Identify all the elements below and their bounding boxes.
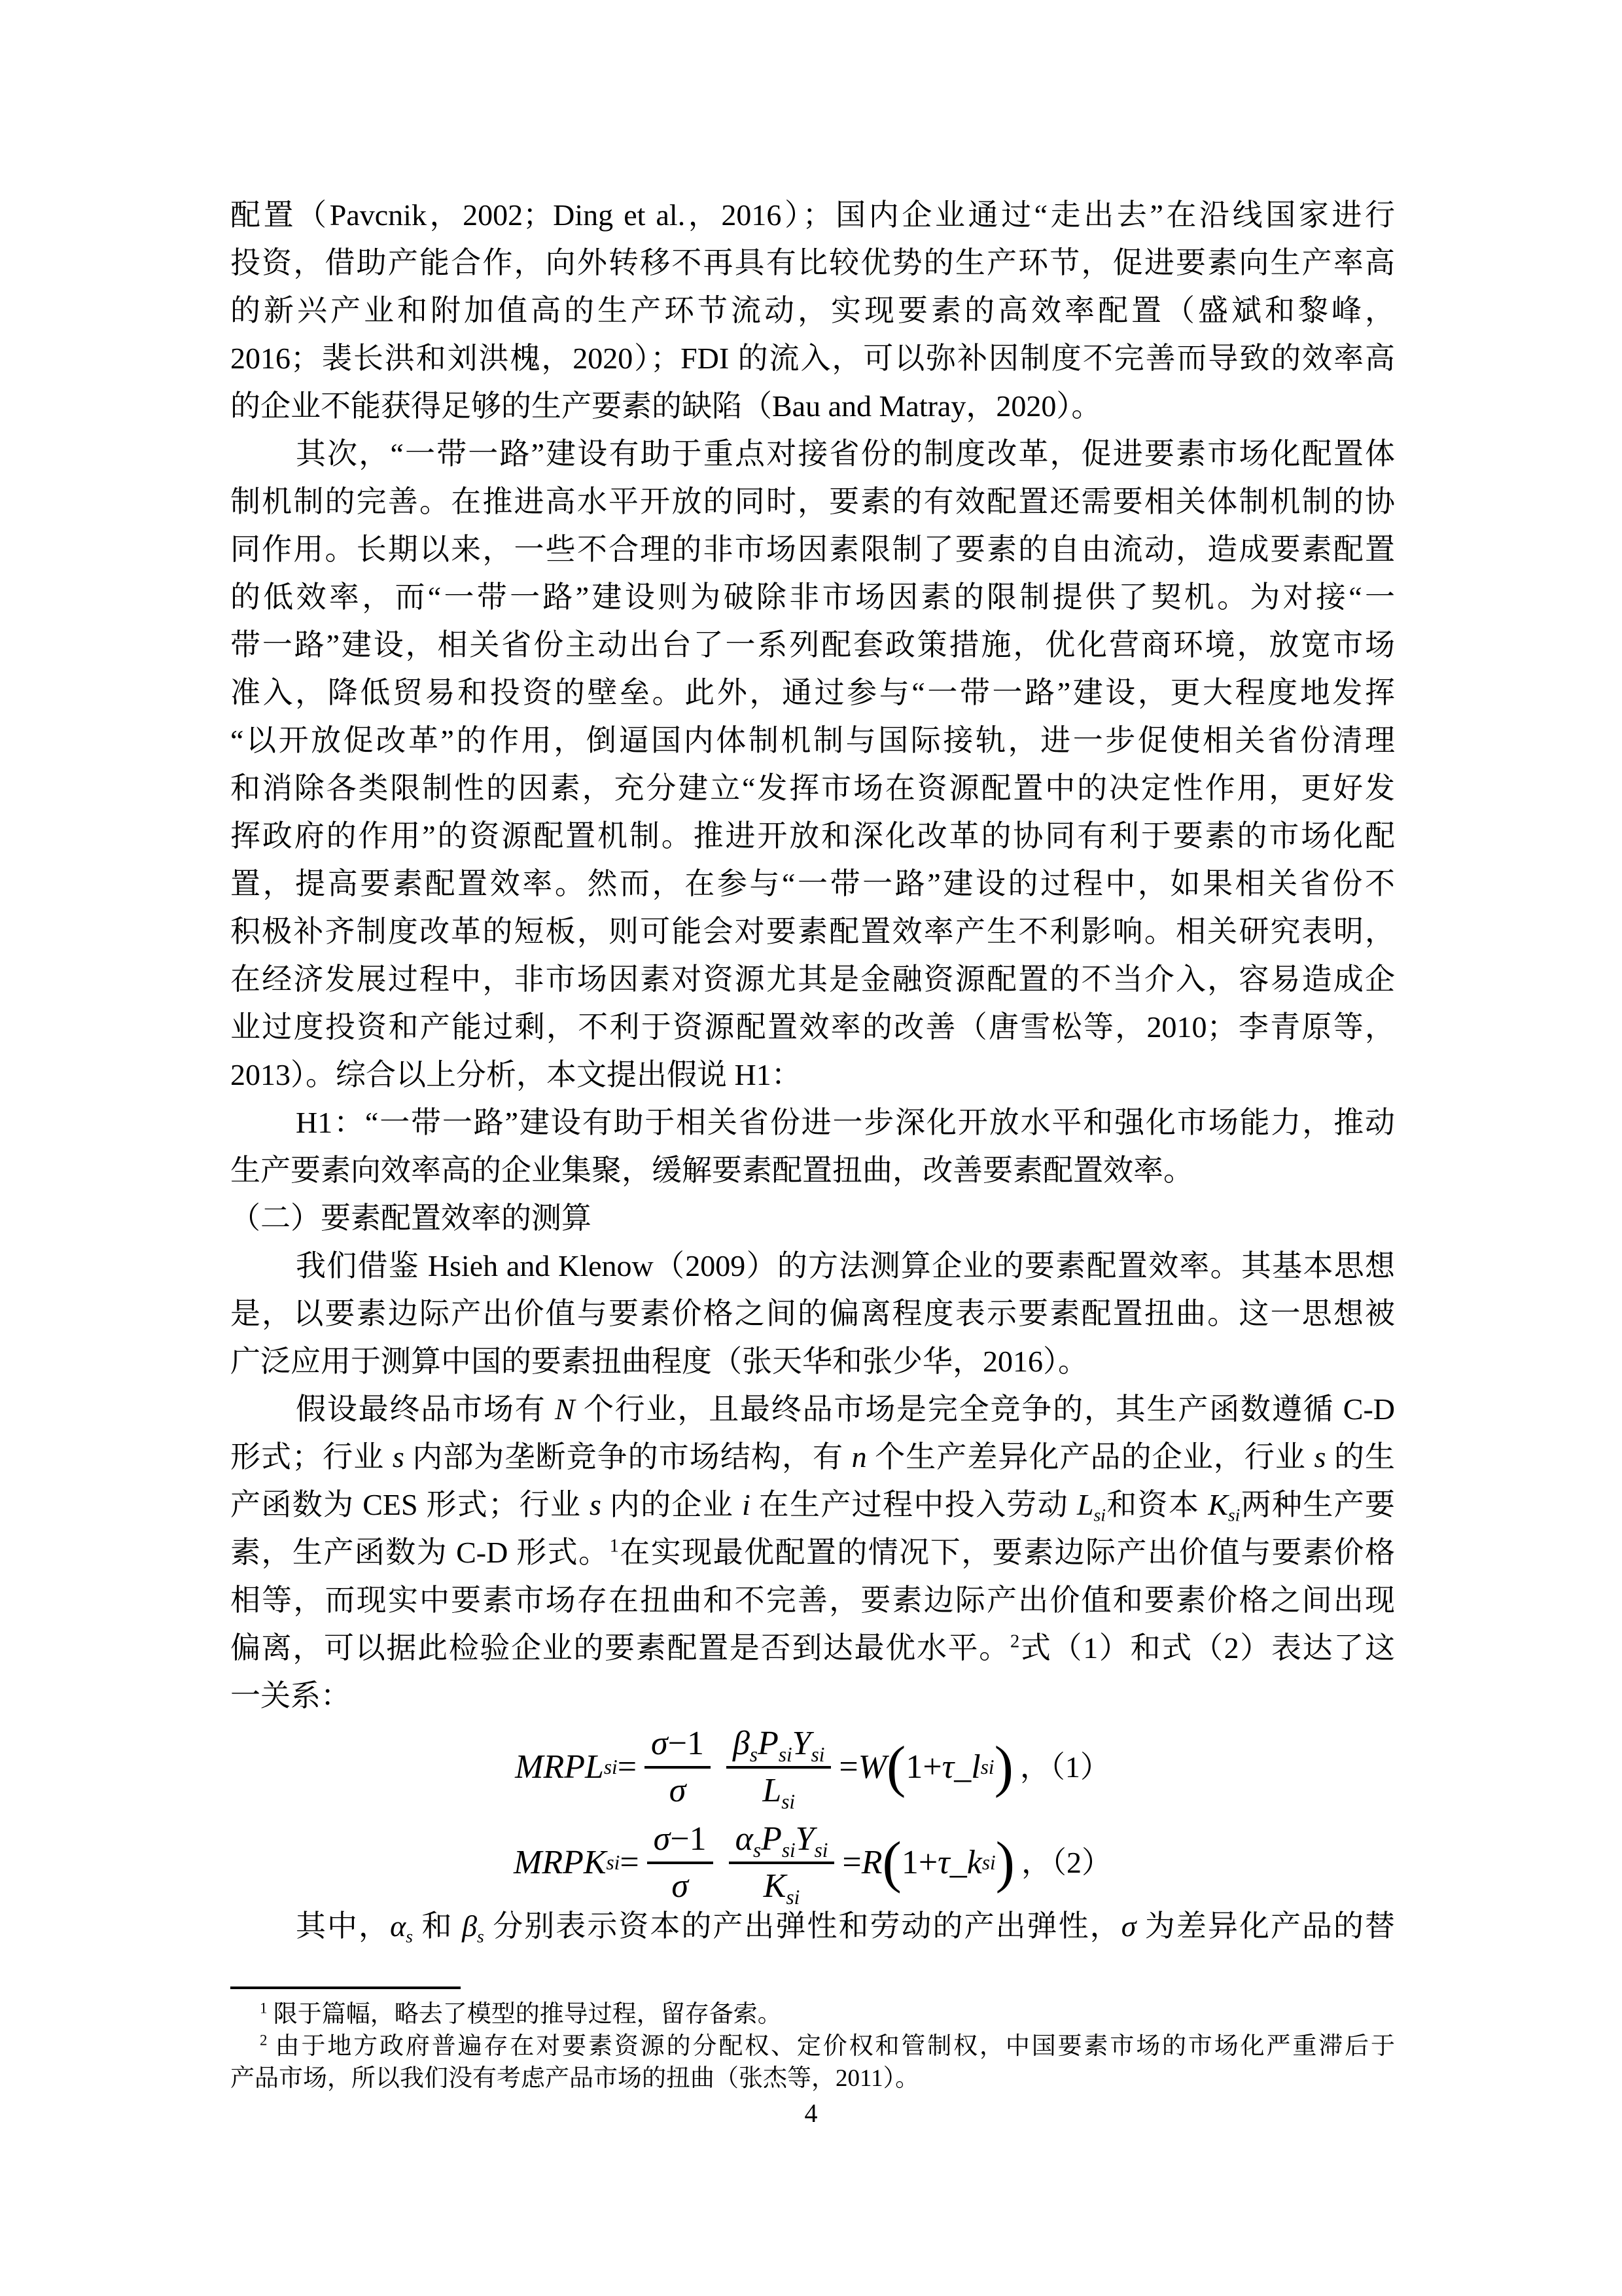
text-run: 的低效率，而“一带一路”建设则为破除非市场因素的限制提供了契机。为对接“一 xyxy=(230,580,1395,614)
text-line xyxy=(230,334,1395,382)
text-run: 置，提高要素配置效率。然而，在参与“一带一路”建设的过程中，如果相关省份不 xyxy=(230,867,1395,900)
text-run: σ xyxy=(1121,1909,1137,1943)
footnote-reference: 2 xyxy=(1010,1631,1020,1652)
text-run: ) xyxy=(995,1831,1015,1895)
text-run: L xyxy=(1076,1488,1094,1521)
equation-2: MRPK si = $\frac{\sigma-1}{\sigma}$ $\frac{\alpha_sP_{si}Y_{si}}{K_{si}}$ = R ( 1+ τ _ k si ) ，（2） xyxy=(514,1820,1112,1909)
text-run: 积极补齐制度改革的短板，则可能会对要素配置效率产生不利影响。相关研究表明， xyxy=(230,915,1395,948)
text-run: _ xyxy=(954,1748,972,1786)
text-run: L xyxy=(762,1772,782,1809)
text-run: 个生产差异化产品的企业，行业 xyxy=(866,1440,1314,1474)
text-run: k xyxy=(966,1844,982,1882)
text-run: “以开放促改革”的作用，倒逼国内体制机制与国际接轨，进一步促使相关省份清理 xyxy=(230,724,1395,757)
text-run: ( xyxy=(887,1735,906,1799)
text-run: 在经济发展过程中，非市场因素对资源尤其是金融资源配置的不当介入，容易造成企 xyxy=(230,963,1395,996)
text-run: 在实现最优配置的情况下，要素边际产出价值与要素价格 xyxy=(618,1536,1395,1569)
text-run: 1+ xyxy=(906,1748,942,1786)
text-line xyxy=(230,1624,1395,1672)
text-line xyxy=(230,1998,1395,2030)
text-line xyxy=(230,955,1395,1003)
text-run: MRPK xyxy=(514,1844,607,1882)
text-run: 和资本 xyxy=(1105,1488,1208,1521)
text-run: si xyxy=(781,1839,796,1862)
text-line xyxy=(230,1337,1395,1385)
text-line xyxy=(230,525,1395,573)
fraction xyxy=(647,1820,713,1906)
text-line xyxy=(230,191,1395,239)
text-run: s xyxy=(1314,1440,1326,1474)
text-run: 业过度投资和产能过剩，不利于资源配置效率的改善（唐雪松等，2010；李青原等， xyxy=(230,1010,1395,1044)
text-line xyxy=(230,812,1395,860)
text-run: σ xyxy=(669,1772,686,1809)
text-run: 分别表示资本的产出弹性和劳动的产出弹性， xyxy=(484,1909,1121,1943)
text-run: σ xyxy=(651,1725,668,1763)
text-line xyxy=(230,1194,1395,1242)
text-run: 限于篇幅，略去了模型的推导过程，留存备索。 xyxy=(267,2001,782,2028)
text-run: 由于地方政府普遍存在对要素资源的分配权、定价权和管制权，中国要素市场的市场化严重滞后于 xyxy=(267,2033,1395,2060)
text-run: 素，生产函数为 C-D 形式。 xyxy=(230,1536,610,1569)
text-run: Y xyxy=(792,1725,811,1763)
footnote-reference: 1 xyxy=(609,1536,619,1557)
text-run: Y xyxy=(795,1820,815,1858)
text-run: τ xyxy=(938,1844,950,1882)
text-line xyxy=(230,1902,1395,1950)
text-run: 广泛应用于测算中国的要素扭曲程度（张天华和张少华，2016）。 xyxy=(230,1345,1088,1378)
text-run: i xyxy=(742,1488,750,1521)
text-run: 形式；行业 xyxy=(230,1440,393,1474)
text-run: 带一路”建设，相关省份主动出台了一系列配套政策措施，优化营商环境，放宽市场 xyxy=(230,628,1395,662)
text-run: 投资，借助产能合作，向外转移不再具有比较优势的生产环节，促进要素向生产率高 xyxy=(230,246,1395,279)
text-run: −1 xyxy=(667,1725,705,1763)
text-run: 2016；裴长洪和刘洪槐，2020）；FDI 的流入，可以弥补因制度不完善而导致的效率高 xyxy=(230,342,1395,375)
text-run: −1 xyxy=(670,1820,707,1858)
text-run: K xyxy=(763,1867,786,1905)
text-line xyxy=(230,430,1395,478)
text-run: 的企业不能获得足够的生产要素的缺陷（Bau and Matray，2020）。 xyxy=(230,389,1102,423)
text-line xyxy=(230,287,1395,334)
text-run: ，（2） xyxy=(1021,1845,1112,1879)
text-line xyxy=(230,1003,1395,1051)
text-line xyxy=(230,621,1395,669)
text-line xyxy=(230,1672,1395,1720)
text-run: 1+ xyxy=(901,1844,938,1882)
page-number: 4 xyxy=(804,2098,818,2128)
text-run: 为差异化产品的替 xyxy=(1136,1909,1395,1943)
text-run: si xyxy=(1227,1504,1241,1525)
text-run: 制机制的完善。在推进高水平开放的同时，要素的有效配置还需要相关体制机制的协 xyxy=(230,485,1395,518)
text-run: W xyxy=(858,1748,887,1786)
text-line xyxy=(230,669,1395,716)
text-run: si xyxy=(1093,1504,1106,1525)
text-run: P xyxy=(761,1820,782,1858)
text-run: s xyxy=(392,1440,404,1474)
text-line xyxy=(230,1528,1395,1576)
footnote-separator xyxy=(230,1987,461,1989)
text-run: s xyxy=(476,1926,484,1947)
text-line xyxy=(230,1242,1395,1290)
text-line xyxy=(230,1099,1395,1146)
text-run: 两种生产要 xyxy=(1240,1488,1395,1521)
text-run: τ xyxy=(942,1748,955,1786)
text-run: 生产要素向效率高的企业集聚，缓解要素配置扭曲，改善要素配置效率。 xyxy=(230,1154,1193,1187)
text-run: 式（1）和式（2）表达了这 xyxy=(1019,1631,1395,1665)
text-run: MRPL xyxy=(515,1748,604,1786)
fraction xyxy=(729,1820,835,1909)
text-run: s xyxy=(752,1839,762,1862)
text-run: si xyxy=(781,1790,796,1813)
text-run: l xyxy=(971,1748,981,1786)
text-run: s xyxy=(406,1926,413,1947)
text-run: = xyxy=(620,1844,639,1882)
text-run: σ xyxy=(671,1867,688,1905)
text-run: ) xyxy=(994,1735,1014,1799)
text-run: 挥政府的作用”的资源配置机制。推进开放和深化改革的协同有利于要素的市场化配 xyxy=(230,819,1395,853)
text-line xyxy=(230,1146,1395,1194)
text-line xyxy=(230,716,1395,764)
text-run: si xyxy=(778,1743,792,1767)
fraction xyxy=(644,1724,711,1810)
text-run: 同作用。长期以来，一些不合理的非市场因素限制了要素的自由流动，造成要素配置 xyxy=(230,533,1395,566)
text-run: 其次，“一带一路”建设有助于重点对接省份的制度改革，促进要素市场化配置体 xyxy=(296,437,1395,470)
text-run: 的新兴产业和附加值高的生产环节流动，实现要素的高效率配置（盛斌和黎峰， xyxy=(230,294,1395,327)
text-run: _ xyxy=(949,1844,967,1882)
text-run: R xyxy=(861,1844,883,1882)
text-run: 偏离，可以据此检验企业的要素配置是否到达最优水平。 xyxy=(230,1631,1010,1665)
text-run: 其中， xyxy=(296,1909,391,1943)
text-run: 产函数为 CES 形式；行业 xyxy=(230,1488,590,1521)
text-run: P xyxy=(758,1725,779,1763)
footnote-reference: 2 xyxy=(260,2032,268,2049)
text-line xyxy=(230,1385,1395,1433)
text-run: si xyxy=(814,1839,828,1862)
text-line xyxy=(230,860,1395,908)
text-line xyxy=(230,1290,1395,1337)
text-line xyxy=(230,2062,1395,2094)
text-run: α xyxy=(390,1909,406,1943)
text-line xyxy=(230,573,1395,621)
text-line xyxy=(230,764,1395,812)
text-run: ，（1） xyxy=(1019,1750,1110,1784)
equation-1: MRPL si = $\frac{\sigma-1}{\sigma}$ $\frac{\beta_sP_{si}Y_{si}}{L_{si}}$ = W ( 1+ τ _ l si ) ，（1） xyxy=(515,1725,1110,1813)
text-run: 配置（Pavcnik，2002；Ding et al.，2016）；国内企业通过“走出去”在沿线国家进行 xyxy=(230,198,1395,232)
text-run: = xyxy=(839,1748,858,1786)
footnote-reference: 1 xyxy=(260,2000,268,2017)
text-run: （二）要素配置效率的测算 xyxy=(230,1201,591,1235)
text-run: 我们借鉴 Hsieh and Klenow（2009）的方法测算企业的要素配置效率。其基本思想 xyxy=(296,1249,1395,1282)
text-run: 准入，降低贸易和投资的壁垒。此外，通过参与“一带一路”建设，更大程度地发挥 xyxy=(230,676,1395,709)
body-text-continuation xyxy=(230,1902,1395,1950)
text-run: 2013）。综合以上分析，本文提出假说 H1： xyxy=(230,1058,802,1091)
text-run: 内的企业 xyxy=(601,1488,743,1521)
text-run: s xyxy=(749,1743,758,1767)
text-run: 和 xyxy=(412,1909,463,1943)
text-run: 产品市场，所以我们没有考虑产品市场的扭曲（张杰等，2011）。 xyxy=(230,2065,920,2092)
text-run: 相等，而现实中要素市场存在扭曲和不完善，要素边际产出价值和要素价格之间出现 xyxy=(230,1583,1395,1617)
text-run: σ xyxy=(653,1820,671,1858)
text-run: 是，以要素边际产出价值与要素价格之间的偏离程度表示要素配置扭曲。这一思想被 xyxy=(230,1297,1395,1330)
text-run: K xyxy=(1208,1488,1228,1521)
text-line xyxy=(230,1433,1395,1481)
text-run: n xyxy=(851,1440,867,1474)
text-run: 假设最终品市场有 xyxy=(296,1392,555,1426)
text-line xyxy=(230,478,1395,525)
text-run: s xyxy=(590,1488,601,1521)
body-text xyxy=(230,191,1395,1720)
text-run: 的生 xyxy=(1326,1440,1395,1474)
text-line xyxy=(230,239,1395,287)
text-run: ( xyxy=(882,1831,902,1895)
text-run: = xyxy=(617,1748,637,1786)
text-run: 和消除各类限制性的因素，充分建立“发挥市场在资源配置中的决定性作用，更好发 xyxy=(230,771,1395,805)
text-line xyxy=(230,1481,1395,1528)
fraction xyxy=(726,1724,831,1813)
text-line xyxy=(230,382,1395,430)
text-run: si xyxy=(811,1743,825,1767)
text-run: = xyxy=(842,1844,862,1882)
text-line xyxy=(230,1576,1395,1624)
text-line xyxy=(230,2030,1395,2062)
text-run: β xyxy=(462,1909,477,1943)
text-run: 一关系： xyxy=(230,1679,351,1712)
text-run: 个行业，且最终品市场是完全竞争的，其生产函数遵循 C-D xyxy=(574,1392,1395,1426)
text-line xyxy=(230,1051,1395,1099)
text-run: 内部为垄断竞争的市场结构，有 xyxy=(404,1440,852,1474)
text-run: N xyxy=(554,1392,575,1426)
text-run: α xyxy=(735,1820,753,1858)
text-run: β xyxy=(733,1725,750,1763)
text-run: 在生产过程中投入劳动 xyxy=(750,1488,1077,1521)
text-run: H1：“一带一路”建设有助于相关省份进一步深化开放水平和强化市场能力，推动 xyxy=(296,1106,1395,1139)
text-line xyxy=(230,908,1395,955)
text-run: si xyxy=(786,1885,800,1909)
footnotes xyxy=(230,1998,1395,2094)
